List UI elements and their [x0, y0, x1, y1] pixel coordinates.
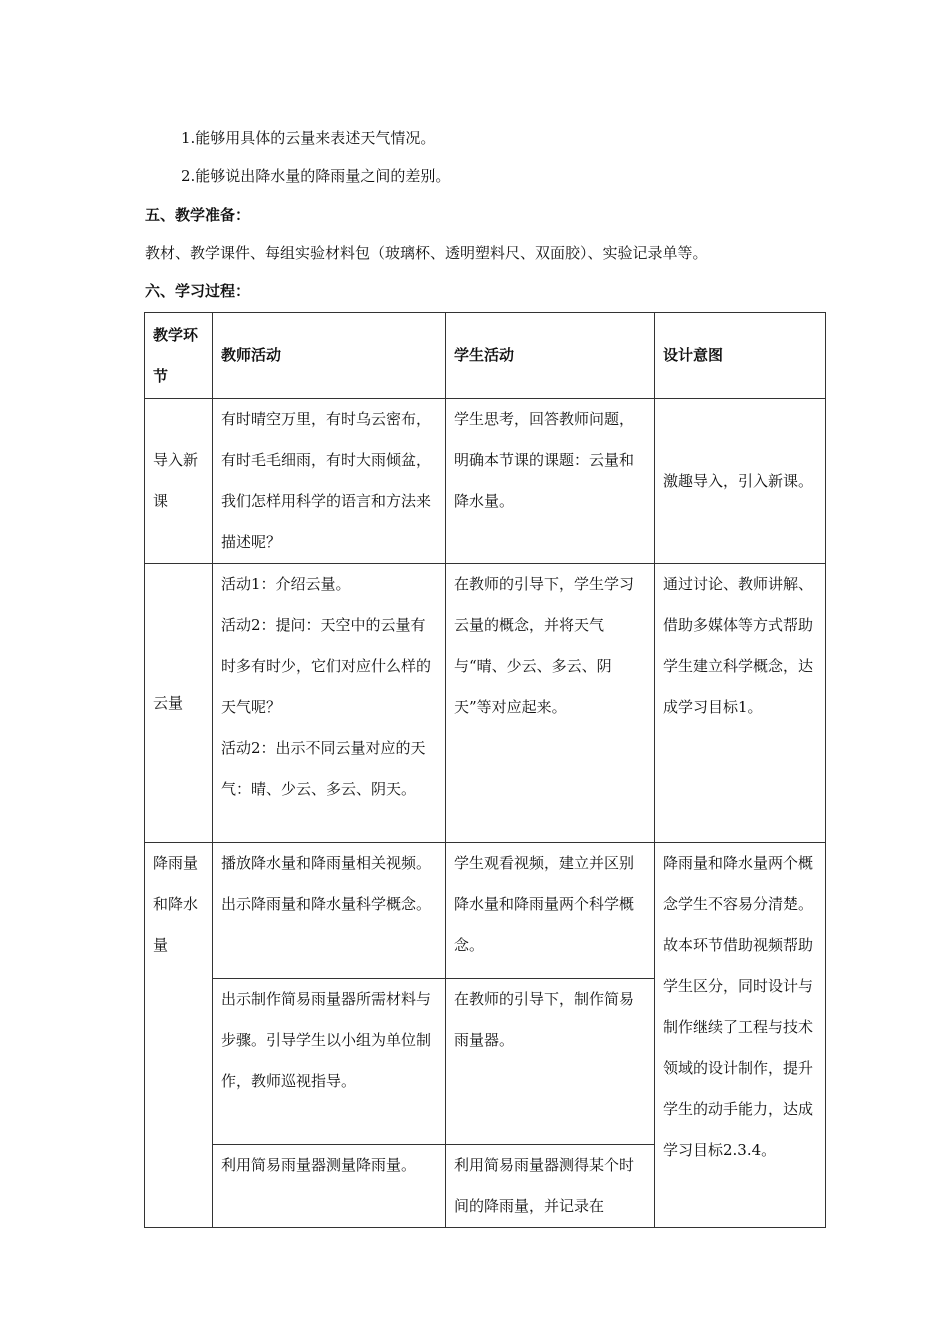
- activity-item: 活动2：提问：天空中的云量有时多有时少，它们对应什么样的天气呢？: [221, 616, 432, 716]
- student-cell: 在教师的引导下，学生学习云量的概念，并将天气与“晴、少云、多云、阴天”等对应起来。: [446, 564, 655, 843]
- section-6-heading: 六、学习过程：: [145, 282, 251, 300]
- header-row: [145, 313, 826, 399]
- objective-1: 1.能够用具体的云量来表述天气情况。: [181, 129, 436, 147]
- intent-cell: 降雨量和降水量两个概念学生不容易分清楚。故本环节借助视频帮助学生区分，同时设计与制作继续了工程与技术领域的设计制作，提升学生的动手能力，达成学习目标2.3.4。: [655, 843, 826, 1228]
- student-cell: 利用简易雨量器测得某个时间的降雨量，并记录在: [446, 1145, 655, 1228]
- table-row: [145, 399, 826, 564]
- activity-item: 活动2：出示不同云量对应的天气：晴、少云、多云、阴天。: [221, 739, 426, 798]
- stage-cell: 降雨量和降水量: [145, 843, 213, 1228]
- teacher-cell: 出示制作简易雨量器所需材料与步骤。引导学生以小组为单位制作，教师巡视指导。: [213, 979, 446, 1145]
- activity-item: 活动1：介绍云量。: [221, 575, 351, 593]
- table-row: [145, 564, 826, 843]
- objective-2: 2.能够说出降水量的降雨量之间的差别。: [181, 167, 451, 185]
- header-stage: 教学环节: [145, 313, 213, 399]
- learning-process-table: [144, 312, 826, 1228]
- section-5-text: 教材、教学课件、每组实验材料包（玻璃杯、透明塑料尺、双面胶）、实验记录单等。: [145, 244, 708, 262]
- student-cell: 学生思考，回答教师问题，明确本节课的课题：云量和降水量。: [446, 399, 655, 564]
- section-5-heading: 五、教学准备：: [145, 206, 251, 224]
- student-cell: 学生观看视频，建立并区别降水量和降雨量两个科学概念。: [446, 843, 655, 979]
- teacher-cell: [213, 564, 446, 843]
- stage-cell: 导入新课: [145, 399, 213, 564]
- student-cell: 在教师的引导下，制作简易雨量器。: [446, 979, 655, 1145]
- header-student: 学生活动: [446, 313, 655, 399]
- table-row: [145, 843, 826, 979]
- teacher-cell: 有时晴空万里，有时乌云密布，有时毛毛细雨，有时大雨倾盆，我们怎样用科学的语言和方法来描述呢？: [213, 399, 446, 564]
- teacher-cell: 利用简易雨量器测量降雨量。: [213, 1145, 446, 1228]
- header-intent: 设计意图: [655, 313, 826, 399]
- teacher-cell: 播放降水量和降雨量相关视频。出示降雨量和降水量科学概念。: [213, 843, 446, 979]
- header-teacher: 教师活动: [213, 313, 446, 399]
- stage-cell: 云量: [145, 564, 213, 843]
- intent-cell: 激趣导入，引入新课。: [655, 399, 826, 564]
- intent-cell: 通过讨论、教师讲解、借助多媒体等方式帮助学生建立科学概念，达成学习目标1。: [655, 564, 826, 843]
